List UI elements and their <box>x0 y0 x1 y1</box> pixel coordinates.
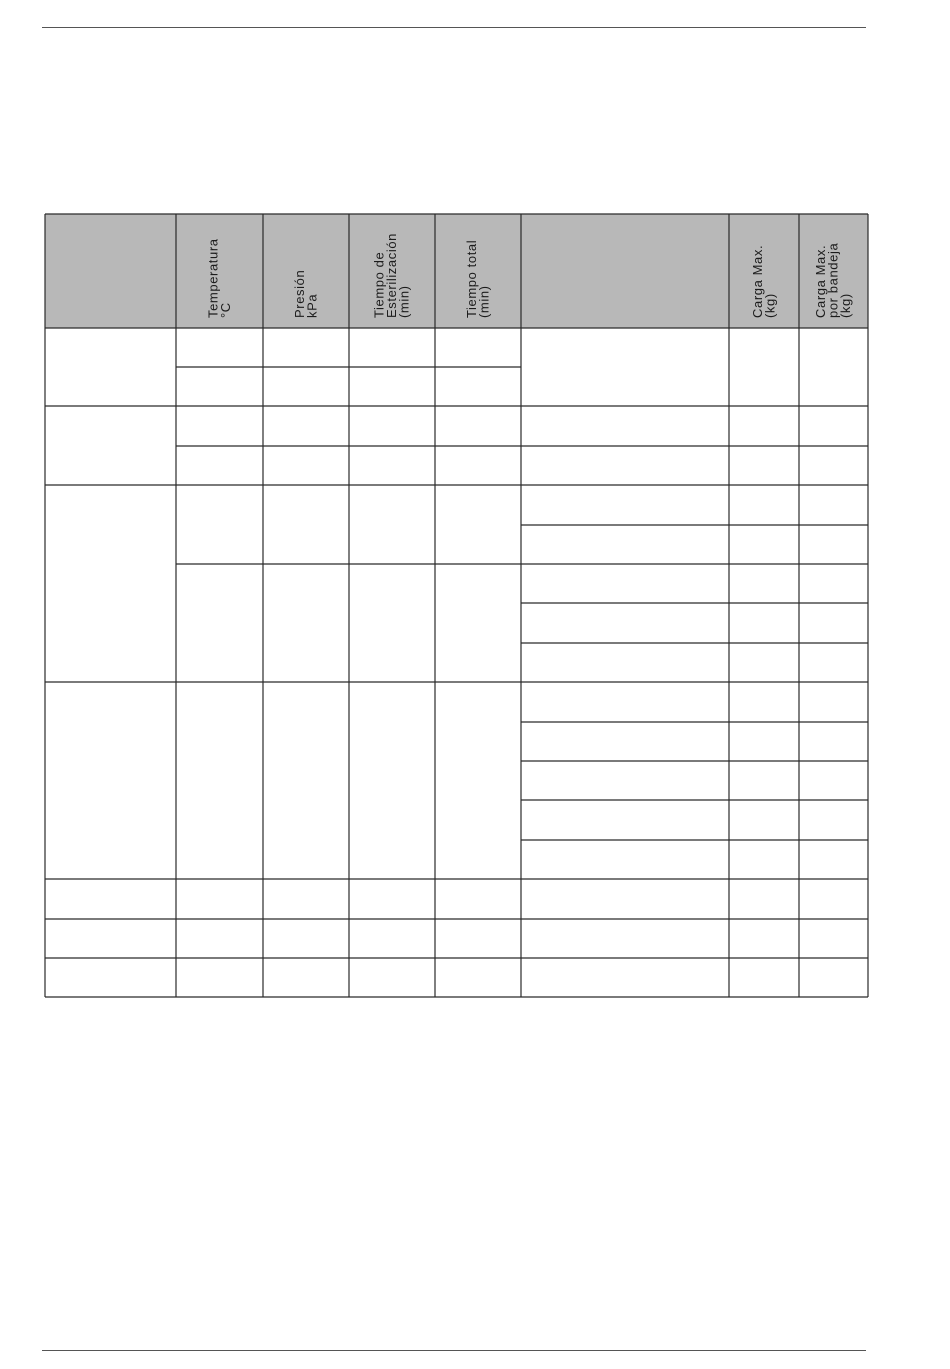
header-label-col-7: Carga Max.por bandeja(kg) <box>813 242 853 318</box>
header-label-col-6: Carga Max.(kg) <box>749 244 778 318</box>
header-row-background <box>45 214 868 328</box>
header-label-col-2: PresiónkPa <box>291 269 320 318</box>
header-label-col-4: Tiempo total(min) <box>463 239 492 318</box>
header-label-col-1: Temperatura°C <box>205 238 233 318</box>
header-label-col-3: Tiempo deEsterilización(min) <box>371 233 412 318</box>
